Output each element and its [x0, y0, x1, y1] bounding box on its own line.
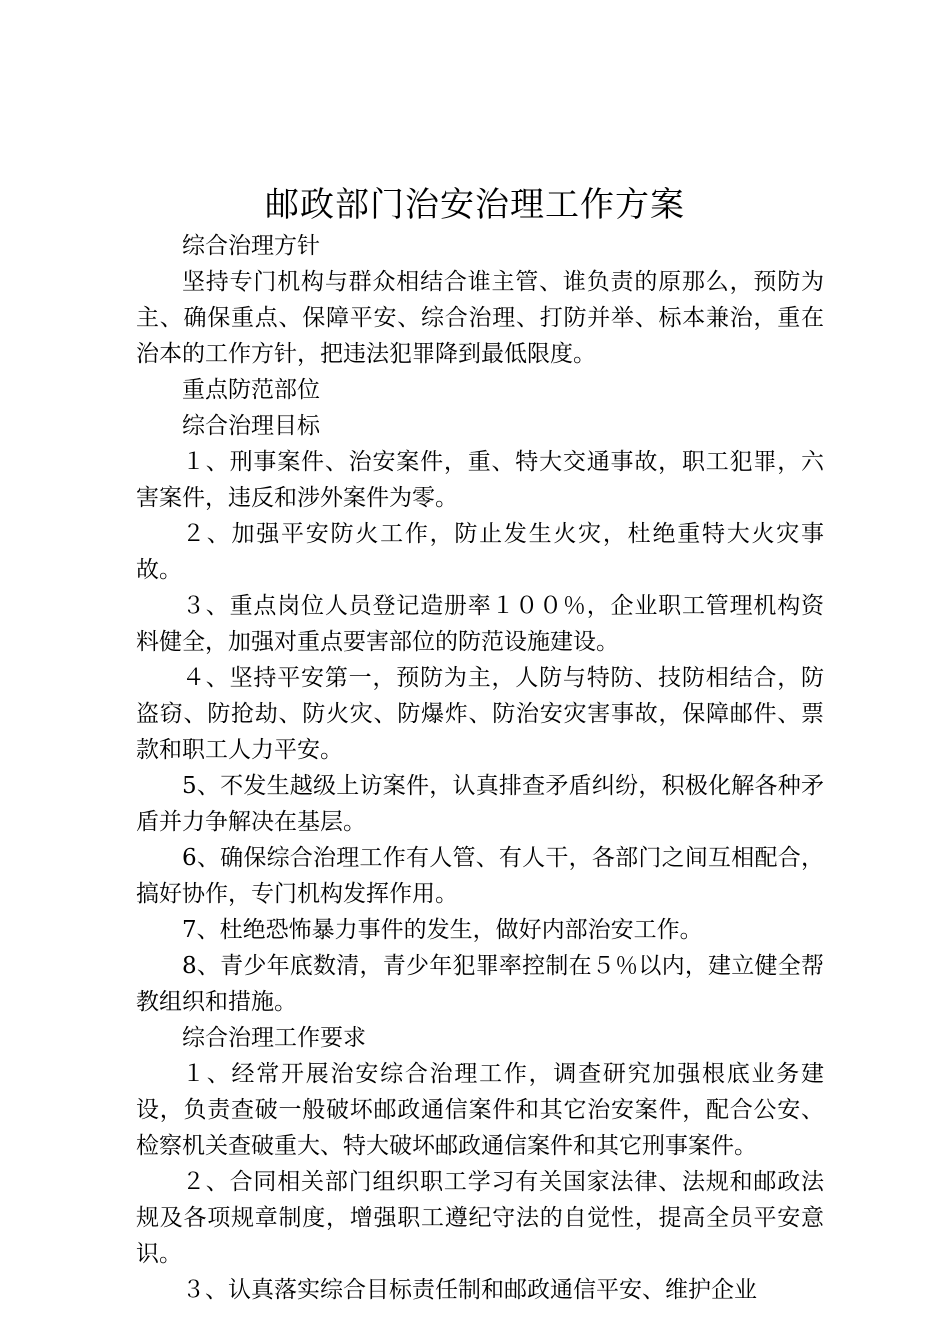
document-title: 邮政部门治安治理工作方案 — [265, 185, 685, 225]
goal-item: １、刑事案件、治安案件，重、特大交通事故，职工犯罪，六害案件，违反和涉外案件为零。 — [136, 449, 824, 511]
goal-item: ２、加强平安防火工作，防止发生火灾，杜绝重特大火灾事故。 — [136, 521, 824, 583]
section-heading-policy: 综合治理方针 — [182, 233, 320, 259]
section-heading-key-areas: 重点防范部位 — [182, 377, 320, 403]
goal-item: 6、确保综合治理工作有人管、有人干，各部门之间互相配合，搞好协作，专门机构发挥作用。 — [136, 845, 824, 907]
requirement-item: ２、合同相关部门组织职工学习有关国家法律、法规和邮政法规及各项规章制度，增强职工遵纪守法的自觉性，提高全员平安意识。 — [136, 1169, 824, 1267]
goal-item: 5、不发生越级上访案件，认真排查矛盾纠纷，积极化解各种矛盾并力争解决在基层。 — [136, 773, 824, 835]
section-heading-requirements: 综合治理工作要求 — [182, 1025, 366, 1051]
goal-item: ４、坚持平安第一，预防为主，人防与特防、技防相结合，防盗窃、防抢劫、防火灾、防爆炸、防治安灾害事故，保障邮件、票款和职工人力平安。 — [136, 665, 824, 763]
goal-item: 7、杜绝恐怖暴力事件的发生，做好内部治安工作。 — [182, 917, 703, 943]
section-heading-goals: 综合治理目标 — [182, 413, 320, 439]
paragraph: 坚持专门机构与群众相结合谁主管、谁负责的原那么，预防为主、确保重点、保障平安、综合治理、打防并举、标本兼治，重在治本的工作方针，把违法犯罪降到最低限度。 — [136, 269, 824, 367]
document-body — [136, 228, 824, 1308]
goal-item: ３、重点岗位人员登记造册率１００％，企业职工管理机构资料健全，加强对重点要害部位的防范设施建设。 — [136, 593, 824, 655]
requirement-item: ３、认真落实综合目标责任制和邮政通信平安、维护企业 — [182, 1277, 757, 1303]
goal-item: 8、青少年底数清，青少年犯罪率控制在５％以内，建立健全帮教组织和措施。 — [136, 953, 824, 1015]
requirement-item: １、经常开展治安综合治理工作，调查研究加强根底业务建设，负责查破一般破坏邮政通信案件和其它治安案件，配合公安、检察机关查破重大、特大破坏邮政通信案件和其它刑事案件。 — [136, 1061, 824, 1159]
